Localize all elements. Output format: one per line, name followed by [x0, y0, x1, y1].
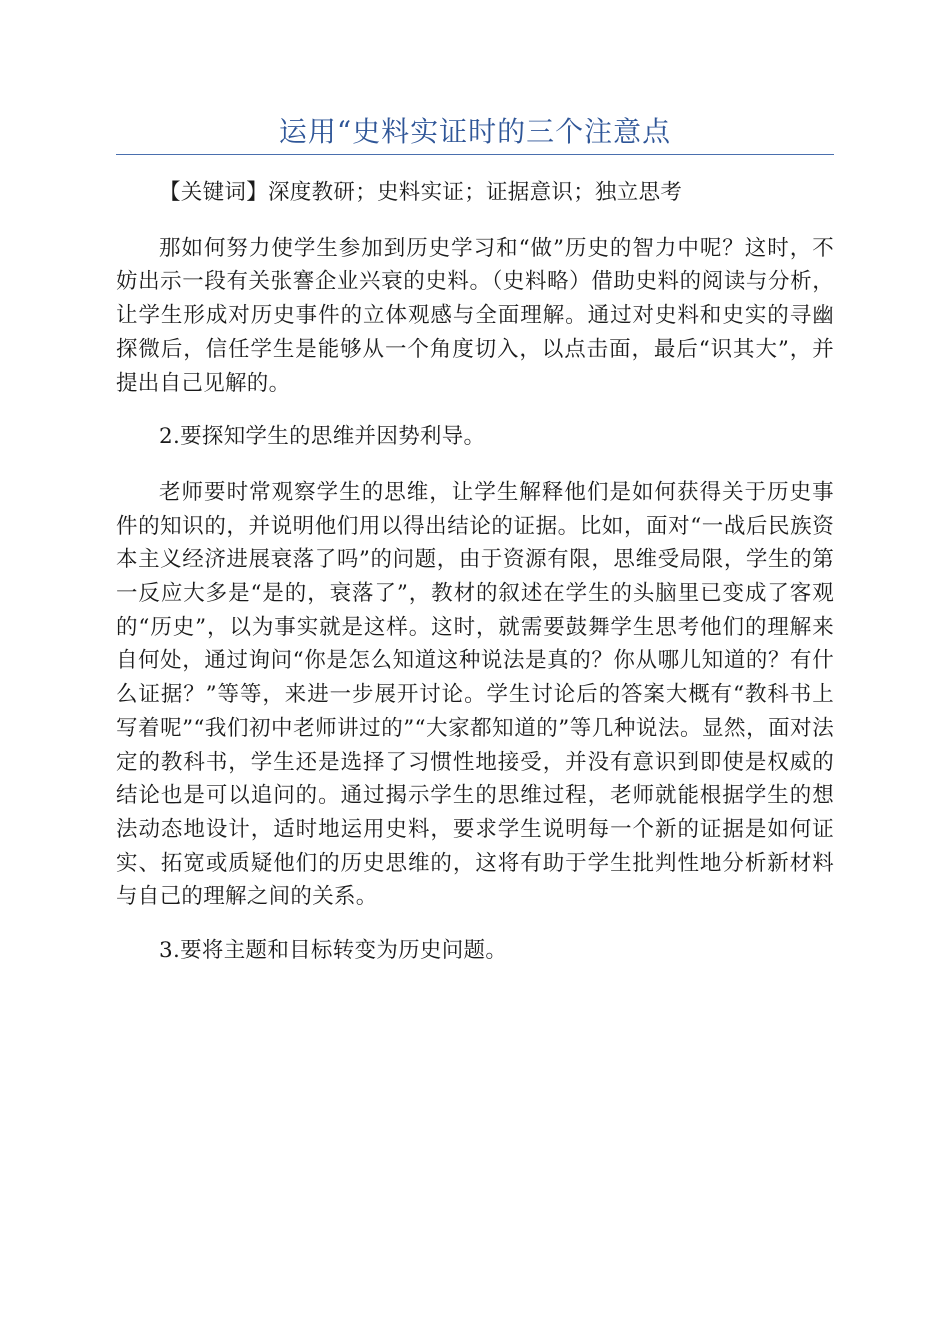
section-heading-2: 2.要探知学生的思维并因势利导。 — [159, 424, 486, 450]
title-underline — [116, 154, 834, 155]
section-heading-3: 3.要将主题和目标转变为历史问题。 — [159, 938, 508, 964]
paragraph-thinking: 老师要时常观察学生的思维，让学生解释他们是如何获得关于历史事件的知识的，并说明他们用以得出结论的证据。比如，面对“一战后民族资本主义经济进展衰落了吗”的问题，由于资源有限，思维受局限，学生的第一反应大多是“是的，衰落了”，教材的叙述在学生的头脑里已变成了客观的“历史”，以为事实就是这样。这时，就需要鼓舞学生思考他们的理解来自何处，通过询问“你是怎么知道这种说法是真的？你从哪儿知道的？有什么证据？”等等，来进一步展开讨论。学生讨论后的答案大概有“教科书上写着呢”“我们初中老师讲过的”“大家都知道的”等几种说法。显然，面对法定的教科书，学生还是选择了习惯性地接受，并没有意识到即使是权威的结论也是可以追问的。通过揭示学生的思维过程，老师就能根据学生的想法动态地设计，适时地运用史料，要求学生说明每一个新的证据是如何证实、拓宽或质疑他们的历史思维的，这将有助于学生批判性地分析新材料与自己的理解之间的关系。 — [116, 479, 834, 910]
document-title: 运用“史料实证时的三个注意点 — [278, 115, 672, 148]
document-body — [116, 176, 834, 990]
paragraph-intro: 那如何努力使学生参加到历史学习和“做”历史的智力中呢？这时，不妨出示一段有关张謇企业兴衰的史料。（史料略）借助史料的阅读与分析，让学生形成对历史事件的立体观感与全面理解。通过对史料和史实的寻幽探微后，信任学生是能够从一个角度切入，以点击面，最后“识其大”，并提出自己见解的。 — [116, 235, 834, 396]
keywords-line: 【关键词】深度教研；史料实证；证据意识；独立思考 — [159, 180, 683, 205]
